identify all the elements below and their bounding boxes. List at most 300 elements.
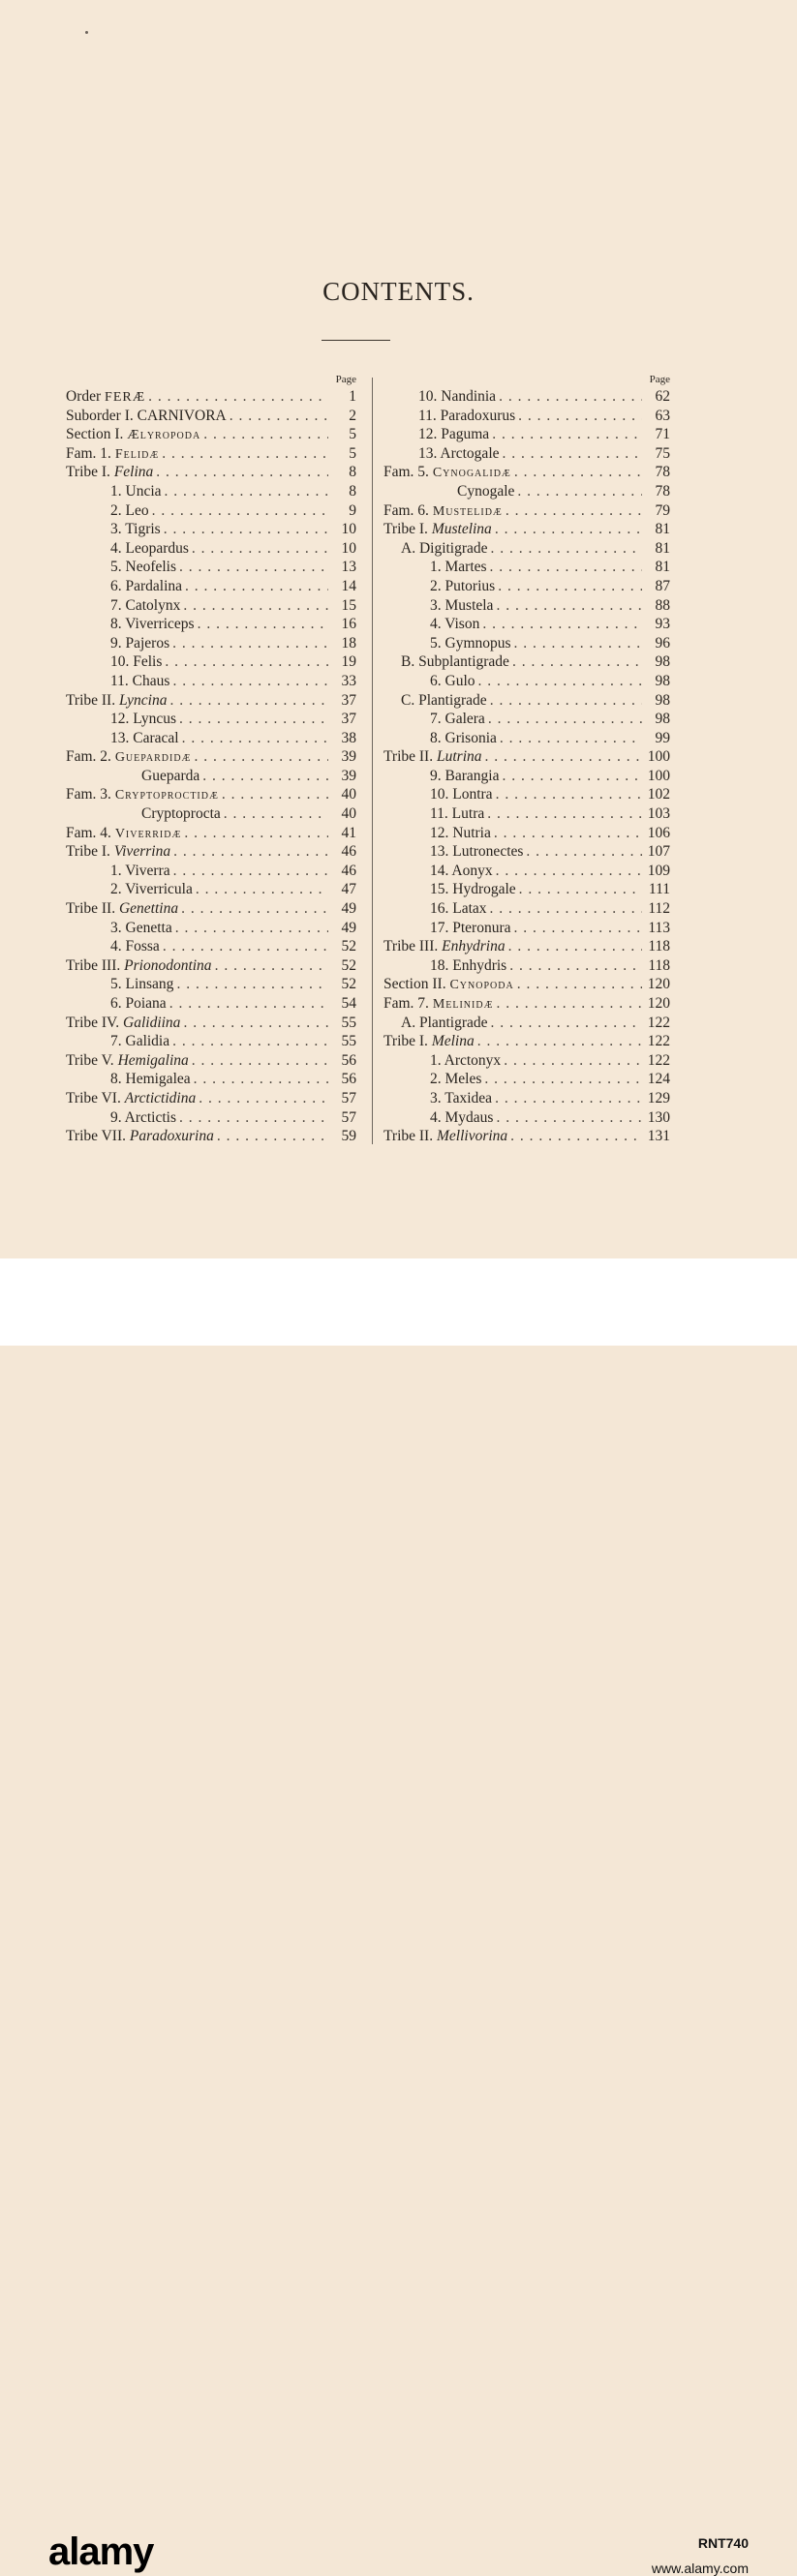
entry-page-number: 98 <box>655 691 670 709</box>
dot-leader <box>202 767 328 786</box>
entry-text: Tribe I. <box>383 1033 432 1050</box>
entry-label <box>66 482 162 501</box>
dot-leader <box>496 785 642 804</box>
dot-leader <box>518 407 642 426</box>
entry-page-number: 56 <box>341 1071 356 1088</box>
entry-page-number: 8 <box>349 464 356 481</box>
dot-leader <box>498 577 642 596</box>
entry-text: Section II. <box>383 976 450 993</box>
entry-text: B. Subplantigrade <box>401 653 509 671</box>
entry-page-number: 47 <box>341 881 356 898</box>
entry-text: Felina <box>113 464 154 481</box>
entry-label <box>383 577 495 596</box>
entry-label <box>383 919 511 938</box>
dot-leader <box>194 1070 328 1089</box>
entry-text: 5. Gymnopus <box>430 634 511 652</box>
toc-entry <box>66 785 356 804</box>
entry-label <box>66 691 167 711</box>
entry-text: 1. Martes <box>430 559 487 576</box>
entry-text: 4. Mydaus <box>430 1108 494 1126</box>
toc-entry <box>383 975 670 994</box>
entry-page-number: 107 <box>647 843 670 861</box>
entry-label <box>66 1089 196 1108</box>
entry-page-number: 9 <box>349 501 356 519</box>
toc-entry <box>383 387 670 407</box>
entry-page-number: 78 <box>655 482 670 500</box>
toc-entry <box>383 520 670 539</box>
dot-leader <box>179 1108 328 1128</box>
entry-label <box>383 824 491 843</box>
toc-entry <box>383 501 670 521</box>
entry-text: Tribe I. <box>66 843 114 861</box>
entry-label <box>383 729 497 748</box>
entry-text: Tribe IV. <box>66 1014 124 1031</box>
entry-label <box>383 444 500 464</box>
entry-text: Fam. 6. <box>383 501 433 519</box>
entry-text: Lutrina <box>436 748 482 766</box>
toc-entry <box>383 691 670 711</box>
entry-label <box>66 463 153 482</box>
entry-text: 10. Lontra <box>430 786 493 803</box>
entry-page-number: 81 <box>655 559 670 576</box>
toc-entry <box>383 1108 670 1128</box>
entry-label <box>66 937 160 956</box>
entry-label <box>66 994 167 1014</box>
entry-page-number: 56 <box>341 1051 356 1069</box>
entry-page-number: 109 <box>647 862 670 879</box>
entry-text: Lyncina <box>118 691 168 709</box>
title-rule <box>322 340 390 341</box>
book-page <box>0 0 797 1258</box>
dot-leader <box>488 710 642 729</box>
toc-entry <box>383 919 670 938</box>
entry-page-number: 129 <box>647 1089 670 1106</box>
dot-leader <box>181 899 328 919</box>
toc-entry <box>383 804 670 824</box>
entry-label <box>383 387 496 407</box>
entry-page-number: 100 <box>647 748 670 766</box>
entry-label <box>66 1014 180 1033</box>
dot-leader <box>182 729 328 748</box>
entry-page-number: 81 <box>655 521 670 538</box>
entry-text: Cynogale <box>457 482 515 500</box>
entry-text: 6. Poiana <box>110 995 167 1012</box>
entry-text: FERÆ <box>105 390 146 405</box>
toc-entry <box>66 1089 356 1108</box>
entry-text: Cryptoproctidæ <box>114 788 219 803</box>
entry-label <box>66 747 191 768</box>
dot-leader <box>482 615 642 634</box>
toc-entry <box>66 652 356 672</box>
toc-entry <box>66 767 356 786</box>
dot-leader <box>172 1032 328 1051</box>
entry-text: Ælυropoda <box>127 428 201 443</box>
toc-entry <box>383 710 670 729</box>
toc-entry <box>383 1032 670 1051</box>
entry-label <box>66 729 179 748</box>
entry-page-number: 37 <box>341 711 356 728</box>
entry-page-number: 57 <box>341 1108 356 1126</box>
contents-left-column <box>66 372 356 1146</box>
entry-text: 9. Pajeros <box>110 634 170 652</box>
entry-text: C. Plantigrade <box>401 691 487 709</box>
toc-entry <box>66 1032 356 1051</box>
page-column-header: Page <box>335 374 356 385</box>
toc-entry <box>383 1051 670 1071</box>
toc-entry <box>383 1089 670 1108</box>
dot-leader <box>173 862 328 881</box>
entry-text: 6. Pardalina <box>110 577 183 594</box>
toc-entry <box>383 899 670 919</box>
entry-label <box>66 387 145 408</box>
dot-leader <box>514 463 642 482</box>
entry-label <box>383 956 506 976</box>
entry-label <box>383 1089 492 1108</box>
dot-leader <box>514 919 642 938</box>
toc-entry <box>66 729 356 748</box>
toc-entry <box>66 463 356 482</box>
entry-label <box>66 539 189 559</box>
entry-text: 8. Viverriceps <box>110 616 195 633</box>
toc-entry <box>66 672 356 691</box>
toc-entry <box>66 539 356 559</box>
dot-leader <box>224 804 328 824</box>
entry-label <box>383 482 514 501</box>
dot-leader <box>485 747 643 767</box>
toc-entry <box>66 1051 356 1071</box>
entry-text: 4. Leopardus <box>110 539 189 557</box>
entry-text: 2. Meles <box>430 1071 482 1088</box>
toc-entry <box>383 862 670 881</box>
toc-entry <box>383 558 670 577</box>
stock-footer <box>0 1258 797 2576</box>
entry-text: Fam. 1. <box>66 444 115 462</box>
toc-entry <box>66 804 356 824</box>
dot-leader <box>496 596 642 616</box>
entry-page-number: 52 <box>341 938 356 955</box>
entry-page-number: 113 <box>648 919 670 936</box>
entry-label <box>66 652 162 672</box>
dot-leader <box>506 501 642 521</box>
entry-page-number: 14 <box>341 577 356 594</box>
entry-text: 12. Paguma <box>418 426 490 443</box>
entry-text: Cryptoprocta <box>141 805 221 823</box>
toc-entry <box>66 937 356 956</box>
dot-leader <box>184 824 328 843</box>
dot-leader <box>199 1089 328 1108</box>
entry-label <box>66 880 193 899</box>
entry-label <box>66 444 159 465</box>
entry-text: 1. Arctonyx <box>430 1051 502 1069</box>
dot-leader <box>517 975 642 994</box>
toc-entry <box>66 994 356 1014</box>
entry-text: 10. Nandinia <box>418 388 497 405</box>
entry-text: 6. Gulo <box>430 672 475 689</box>
page-column-header: Page <box>649 374 670 385</box>
entry-text: Genettina <box>118 900 179 918</box>
toc-entry <box>383 994 670 1014</box>
entry-label <box>66 804 221 824</box>
entry-text: 13. Lutronectes <box>430 843 524 861</box>
toc-entry <box>383 577 670 596</box>
entry-page-number: 2 <box>349 407 356 424</box>
entry-page-number: 98 <box>655 711 670 728</box>
entry-text: Section I. <box>66 426 128 443</box>
entry-text: 18. Enhydris <box>430 956 507 974</box>
entry-text: Mellivorina <box>436 1128 508 1145</box>
entry-text: Fam. 3. <box>66 786 115 803</box>
entry-text: Tribe VI. <box>66 1089 125 1106</box>
dot-leader <box>492 425 642 444</box>
entry-label <box>383 710 485 729</box>
entry-text: Suborder I. CARNIVORA <box>66 407 227 424</box>
entry-text: Fam. 4. <box>66 824 115 841</box>
toc-entry <box>383 767 670 786</box>
ink-speck <box>85 31 88 34</box>
toc-entry <box>66 615 356 634</box>
entry-text: 10. Felis <box>110 653 163 671</box>
entry-page-number: 57 <box>341 1089 356 1106</box>
entry-text: 4. Vison <box>430 616 480 633</box>
entry-text: 16. Latax <box>430 900 487 918</box>
entry-page-number: 38 <box>341 729 356 746</box>
dot-leader <box>179 710 328 729</box>
entry-text: 4. Fossa <box>110 938 160 955</box>
dot-leader <box>165 482 328 501</box>
dot-leader <box>163 937 328 956</box>
dot-leader <box>175 919 328 938</box>
dot-leader <box>510 1127 642 1146</box>
entry-text: Tribe III. <box>383 938 443 955</box>
dot-leader <box>519 880 642 899</box>
toc-entry <box>383 824 670 843</box>
dot-leader <box>169 994 328 1014</box>
toc-entry <box>66 880 356 899</box>
entry-text: Fam. 5. <box>383 464 433 481</box>
dot-leader <box>203 425 328 444</box>
entry-text: Cynopoda <box>449 978 514 993</box>
toc-entry <box>383 1070 670 1089</box>
toc-entry <box>66 520 356 539</box>
entry-text: 7. Galidia <box>110 1033 170 1050</box>
toc-entry <box>66 577 356 596</box>
entry-page-number: 103 <box>647 805 670 823</box>
toc-entry <box>66 824 356 843</box>
entry-page-number: 111 <box>648 881 670 898</box>
entry-label <box>66 862 170 881</box>
entry-text: Tribe I. <box>66 464 114 481</box>
entry-text: 2. Leo <box>110 501 149 519</box>
entry-text: 13. Arctogale <box>418 444 500 462</box>
toc-entry <box>383 785 670 804</box>
entry-label <box>66 425 200 445</box>
entry-page-number: 40 <box>341 786 356 803</box>
entry-text: 2. Viverricula <box>110 881 193 898</box>
entry-label <box>66 1127 214 1146</box>
entry-text: 12. Nutria <box>430 824 491 841</box>
entry-page-number: 13 <box>341 559 356 576</box>
dot-leader <box>152 501 328 521</box>
dot-leader <box>490 691 642 711</box>
entry-text: Tribe II. <box>383 1128 437 1145</box>
dot-leader <box>496 994 642 1014</box>
toc-entry <box>383 463 670 482</box>
entry-text: Paradoxurina <box>129 1128 214 1145</box>
entry-text: Tribe VII. <box>66 1128 130 1145</box>
entry-label <box>383 501 503 522</box>
entry-page-number: 54 <box>341 995 356 1012</box>
entry-label <box>66 1051 189 1071</box>
toc-entry <box>383 425 670 444</box>
entry-page-number: 18 <box>341 634 356 652</box>
dot-leader <box>514 634 642 653</box>
entry-text: Tribe V. <box>66 1051 118 1069</box>
toc-entry <box>66 862 356 881</box>
entry-label <box>383 1127 507 1146</box>
toc-entry <box>66 444 356 464</box>
entry-page-number: 98 <box>655 653 670 671</box>
entry-label <box>383 672 475 691</box>
dot-leader <box>491 539 642 559</box>
entry-label <box>66 577 182 596</box>
toc-entry <box>383 842 670 862</box>
toc-entry <box>383 729 670 748</box>
dot-leader <box>496 1108 642 1128</box>
entry-label <box>383 747 482 767</box>
entry-text: Viverridæ <box>114 826 182 841</box>
column-divider <box>372 378 373 1144</box>
entry-label <box>66 634 169 653</box>
entry-text: 3. Mustela <box>430 596 494 614</box>
toc-entry <box>383 444 670 464</box>
entry-page-number: 122 <box>647 1033 670 1050</box>
entry-label <box>383 994 493 1015</box>
entry-label <box>383 634 511 653</box>
entry-page-number: 98 <box>655 672 670 689</box>
entry-page-number: 112 <box>648 900 670 918</box>
entry-text: Viverrina <box>113 843 171 861</box>
dot-leader <box>194 747 328 767</box>
entry-text: 11. Chaus <box>110 672 170 689</box>
entry-page-number: 16 <box>341 616 356 633</box>
entry-page-number: 106 <box>647 824 670 841</box>
entry-page-number: 1 <box>349 388 356 405</box>
toc-entry <box>66 1108 356 1128</box>
entry-text: 2. Putorius <box>430 577 496 594</box>
entry-text: 15. Hydrogale <box>430 881 516 898</box>
dot-leader <box>173 842 328 862</box>
dot-leader <box>222 785 328 804</box>
toc-entry <box>383 634 670 653</box>
toc-entry <box>383 482 670 501</box>
entry-page-number: 120 <box>647 995 670 1012</box>
entry-text: 12. Lyncus <box>110 711 177 728</box>
dot-leader <box>215 956 328 976</box>
entry-text: Gueparda <box>141 767 200 784</box>
dot-leader <box>502 767 642 786</box>
toc-entry <box>66 1070 356 1089</box>
toc-entry <box>383 407 670 426</box>
left-entries <box>66 387 356 1146</box>
entry-label <box>66 785 219 805</box>
entry-page-number: 124 <box>647 1071 670 1088</box>
entry-text: 17. Pteronura <box>430 919 511 936</box>
entry-text: A. Digitigrade <box>401 539 488 557</box>
entry-label <box>383 880 516 899</box>
entry-text: Mustelina <box>431 521 492 538</box>
entry-page-number: 102 <box>647 786 670 803</box>
entry-page-number: 59 <box>341 1128 356 1145</box>
dot-leader <box>512 652 642 672</box>
entry-text: 7. Catolynx <box>110 596 181 614</box>
entry-text: 5. Linsang <box>110 976 174 993</box>
entry-page-number: 93 <box>655 616 670 633</box>
entry-page-number: 79 <box>655 501 670 519</box>
dot-leader <box>508 937 642 956</box>
entry-page-number: 8 <box>349 482 356 500</box>
entry-page-number: 62 <box>655 388 670 405</box>
dot-leader <box>176 975 328 994</box>
entry-text: 11. Lutra <box>430 805 485 823</box>
dot-leader <box>478 672 643 691</box>
entry-text: Fam. 7. <box>383 995 433 1012</box>
entry-page-number: 41 <box>341 824 356 841</box>
toc-entry <box>383 672 670 691</box>
entry-page-number: 120 <box>647 976 670 993</box>
entry-page-number: 39 <box>341 748 356 766</box>
entry-page-number: 75 <box>655 444 670 462</box>
entry-label <box>383 558 487 577</box>
dot-leader <box>490 899 642 919</box>
site-url: www.alamy.com <box>651 2561 749 2576</box>
contents-right-column <box>383 372 670 1146</box>
entry-text: 3. Genetta <box>110 919 172 936</box>
entry-text: 3. Taxidea <box>430 1089 493 1106</box>
entry-page-number: 63 <box>655 407 670 424</box>
entry-label <box>383 425 489 444</box>
entry-page-number: 55 <box>341 1033 356 1050</box>
entry-text: Order <box>66 388 106 405</box>
entry-label <box>383 1108 493 1128</box>
entry-page-number: 5 <box>349 426 356 443</box>
dot-leader <box>183 596 328 616</box>
entry-label <box>66 520 161 539</box>
toc-entry <box>66 407 356 426</box>
entry-label <box>66 842 170 862</box>
entry-page-number: 118 <box>648 938 670 955</box>
entry-text: 1. Uncia <box>110 482 162 500</box>
entry-text: Tribe I. <box>383 521 432 538</box>
brand-logo: alamy <box>48 2531 154 2573</box>
dot-leader <box>198 615 328 634</box>
dot-leader <box>500 729 642 748</box>
entry-text: Tribe III. <box>66 956 125 974</box>
entry-text: 5. Neofelis <box>110 559 177 576</box>
entry-label <box>383 615 479 634</box>
dot-leader <box>172 672 328 691</box>
toc-entry <box>66 425 356 444</box>
dot-leader <box>477 1032 642 1051</box>
dot-leader <box>499 387 642 407</box>
dot-leader <box>526 842 642 862</box>
entry-text: 9. Barangia <box>430 767 500 784</box>
entry-label <box>383 1051 501 1071</box>
toc-entry <box>66 501 356 521</box>
dot-leader <box>217 1127 328 1146</box>
entry-label <box>383 862 493 881</box>
entry-text: Hemigalina <box>117 1051 189 1069</box>
entry-page-number: 33 <box>341 672 356 689</box>
